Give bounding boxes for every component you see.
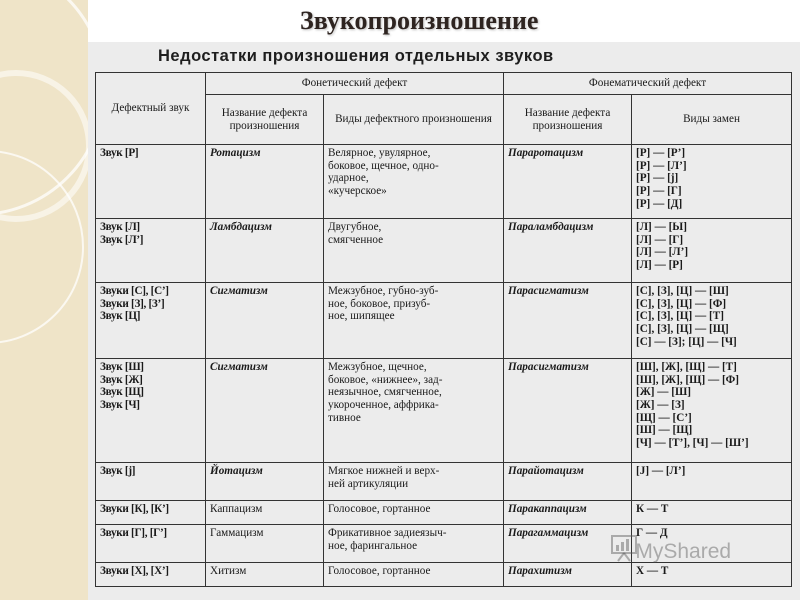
sound-cell: Звук [j] <box>96 463 206 501</box>
phonetic-name-cell: Каппацизм <box>206 501 324 525</box>
phonetic-name-cell: Йотацизм <box>206 463 324 501</box>
kinds-cell: Межзубное, губно-зуб- ное, боковое, призуб- ное, шипящее <box>324 283 504 359</box>
header-defect-sound: Дефектный звук <box>96 73 206 145</box>
sound-cell: Звуки [Х], [Х’] <box>96 563 206 587</box>
phonemic-name-cell: Параламбдацизм <box>504 219 632 283</box>
replacements-cell: [С], [З], [Ц] — [Ш] [С], [З], [Ц] — [Ф] [С], [З], [Ц] — [Т] [С], [З], [Ц] — [Щ] [С] — [З]; [Ц] — [Ч] <box>632 283 792 359</box>
header-phonemic-defect: Фонематический дефект <box>504 73 792 95</box>
replacements-cell: Г — Д <box>632 525 792 563</box>
header-phonetic-name: Название дефекта произношения <box>206 95 324 145</box>
watermark: MyShared <box>635 540 732 563</box>
kinds-cell: Двугубное, смягченное <box>324 219 504 283</box>
header-replacements: Виды замен <box>632 95 792 145</box>
replacements-cell: [J] — [Л’] <box>632 463 792 501</box>
table-row <box>96 463 792 501</box>
replacements-cell: [Л] — [Ы] [Л] — [Г] [Л] — [Л’] [Л] — [Р] <box>632 219 792 283</box>
sound-cell: Звуки [Г], [Г’] <box>96 525 206 563</box>
phonemic-name-cell: Паракаппацизм <box>504 501 632 525</box>
replacements-cell: К — Т <box>632 501 792 525</box>
phonetic-name-cell: Хитизм <box>206 563 324 587</box>
sound-cell: Звуки [К], [К’] <box>96 501 206 525</box>
kinds-cell: Фрикативное задиеязыч- ное, фарингальное <box>324 525 504 563</box>
sound-cell: Звук [Ш] Звук [Ж] Звук [Щ] Звук [Ч] <box>96 359 206 463</box>
kinds-cell: Мягкое нижней и верх- ней артикуляции <box>324 463 504 501</box>
table-row <box>96 283 792 359</box>
phonemic-name-cell: Параротацизм <box>504 145 632 219</box>
phonetic-name-cell: Ротацизм <box>206 145 324 219</box>
table-row <box>96 563 792 587</box>
phonetic-name-cell: Гаммацизм <box>206 525 324 563</box>
sound-cell: Звук [Л] Звук [Л’] <box>96 219 206 283</box>
sound-cell: Звуки [С], [С’] Звуки [З], [З’] Звук [Ц] <box>96 283 206 359</box>
document-title: Недостатки произношения отдельных звуков <box>158 47 554 65</box>
header-kinds: Виды дефектного произношения <box>324 95 504 145</box>
replacements-cell: [Ш], [Ж], [Щ] — [Т] [Ш], [Ж], [Щ] — [Ф] [Ж] — [Ш] [Ж] — [З] [Щ] — [С’] [Ш] — [Щ] [Ч] — [Т’], [Ч] — [Ш’] <box>632 359 792 463</box>
phonemic-name-cell: Парахитизм <box>504 563 632 587</box>
phonemic-name-cell: Парасигматизм <box>504 283 632 359</box>
phonemic-name-cell: Парайотацизм <box>504 463 632 501</box>
kinds-cell: Велярное, увулярное, боковое, щечное, одно- ударное, «кучерское» <box>324 145 504 219</box>
kinds-cell: Голосовое, гортанное <box>324 501 504 525</box>
table-row <box>96 359 792 463</box>
defects-table <box>95 72 792 587</box>
table-row <box>96 219 792 283</box>
decorative-side-strip <box>0 0 88 600</box>
table-row <box>96 501 792 525</box>
slide-title: Звукопроизношение <box>300 6 539 35</box>
replacements-cell: Х — Т <box>632 563 792 587</box>
kinds-cell: Голосовое, гортанное <box>324 563 504 587</box>
sound-cell: Звук [Р] <box>96 145 206 219</box>
phonemic-name-cell: Парасигматизм <box>504 359 632 463</box>
phonetic-name-cell: Сигматизм <box>206 283 324 359</box>
kinds-cell: Межзубное, щечное, боковое, «нижнее», зад- неязычное, смягченное, укороченное, аффрика- тивное <box>324 359 504 463</box>
phonetic-name-cell: Ламбдацизм <box>206 219 324 283</box>
table-row <box>96 145 792 219</box>
replacements-cell: [Р] — [Р’] [Р] — [Л’] [Р] — [j] [Р] — [Г] [Р] — [Д] <box>632 145 792 219</box>
header-phonetic-defect: Фонетический дефект <box>206 73 504 95</box>
phonetic-name-cell: Сигматизм <box>206 359 324 463</box>
header-phonemic-name: Название дефекта произношения <box>504 95 632 145</box>
phonemic-name-cell: Парагаммацизм <box>504 525 632 563</box>
